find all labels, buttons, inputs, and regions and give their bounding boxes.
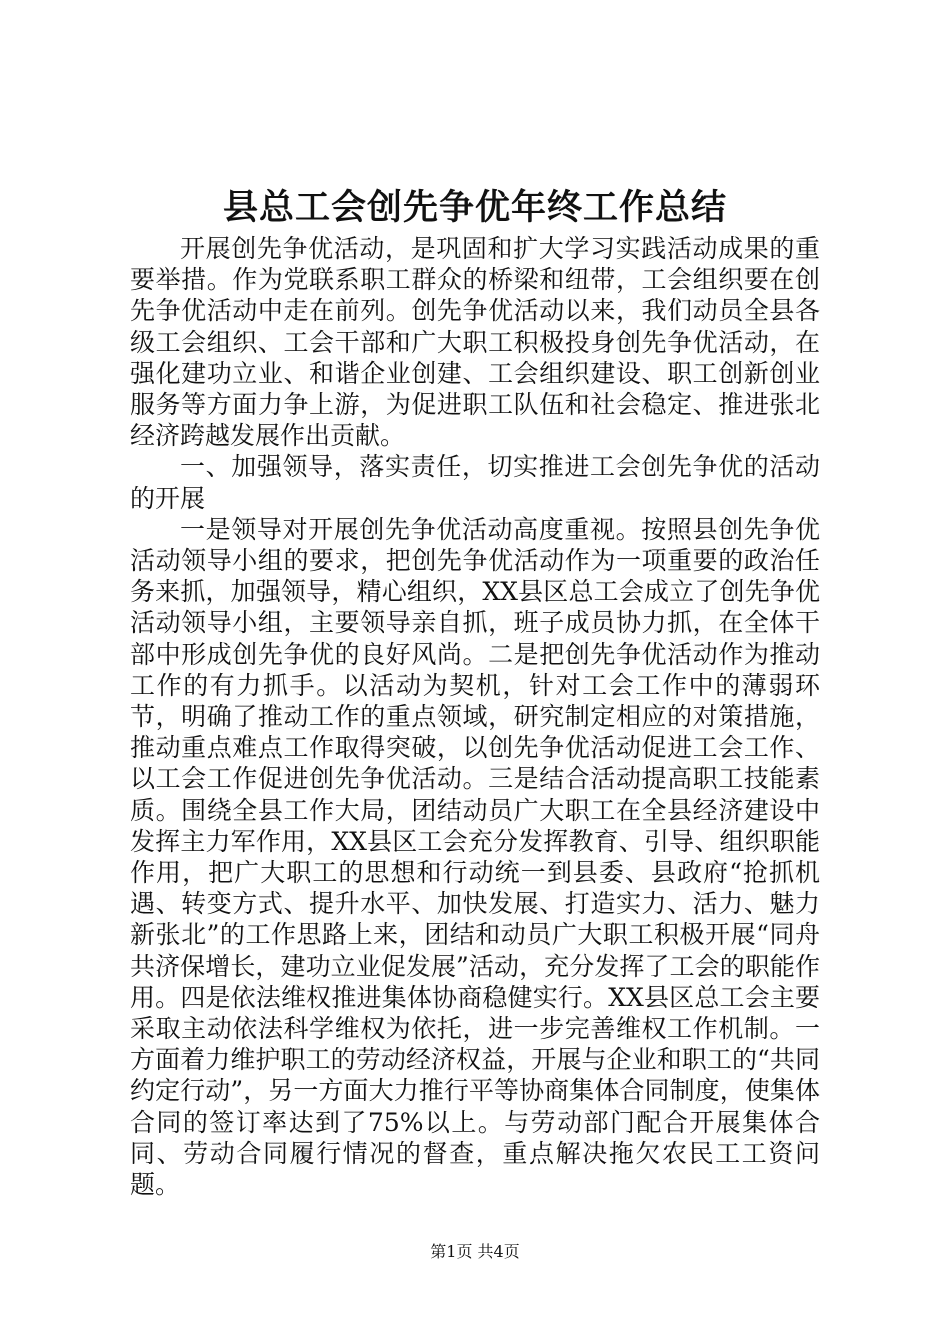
intro-paragraph: 开展创先争优活动，是巩固和扩大学习实践活动成果的重要举措。作为党联系职工群众的桥梁和纽带，工会组织要在创先争优活动中走在前列。创先争优活动以来，我们动员全县各级工会组织、工会干部和广大职工积极投身创先争优活动，在强化建功立业、和谐企业创建、工会组织建设、职工创新创业服务等方面力争上游，为促进职工队伍和社会稳定、推进张北经济跨越发展作出贡献。 bbox=[130, 234, 820, 451]
document-title: 县总工会创先争优年终工作总结 bbox=[222, 187, 727, 228]
page-footer: 第1页 共4页 bbox=[430, 1242, 520, 1261]
details-paragraph: 一是领导对开展创先争优活动高度重视。按照县创先争优活动领导小组的要求，把创先争优活动作为一项重要的政治任务来抓，加强领导，精心组织，XX县区总工会成立了创先争优活动领导小组，主要领导亲自抓，班子成员协力抓，在全体干部中形成创先争优的良好风尚。二是把创先争优活动作为推动工作的有力抓手。以活动为契机，针对工会工作中的薄弱环节，明确了推动工作的重点领域，研究制定相应的对策措施，推动重点难点工作取得突破，以创先争优活动促进工会工作、以工会工作促进创先争优活动。三是结合活动提高职工技能素质。围绕全县工作大局，团结动员广大职工在全县经济建设中发挥主力军作用，XX县区工会充分发挥教育、引导、组织职能作用，把广大职工的思想和行动统一到县委、县政府“抢抓机遇、转变方式、提升水平、加快发展、打造实力、活力、魅力新张北”的工作思路上来，团结和动员广大职工积极开展“同舟共济保增长，建功立业促发展”活动，充分发挥了工会的职能作用。四是依法维权推进集体协商稳健实行。XX县区总工会主要采取主动依法科学维权为依托，进一步完善维权工作机制。一方面着力维护职工的劳动经济权益，开展与企业和职工的“共同约定行动”，另一方面大力推行平等协商集体合同制度，使集体合同的签订率达到了75%以上。与劳动部门配合开展集体合同、劳动合同履行情况的督查，重点解决拖欠农民工工资问题。 bbox=[130, 514, 820, 1200]
section-heading-paragraph: 一、加强领导，落实责任，切实推进工会创先争优的活动的开展 bbox=[130, 452, 820, 513]
document-body bbox=[130, 233, 820, 1200]
